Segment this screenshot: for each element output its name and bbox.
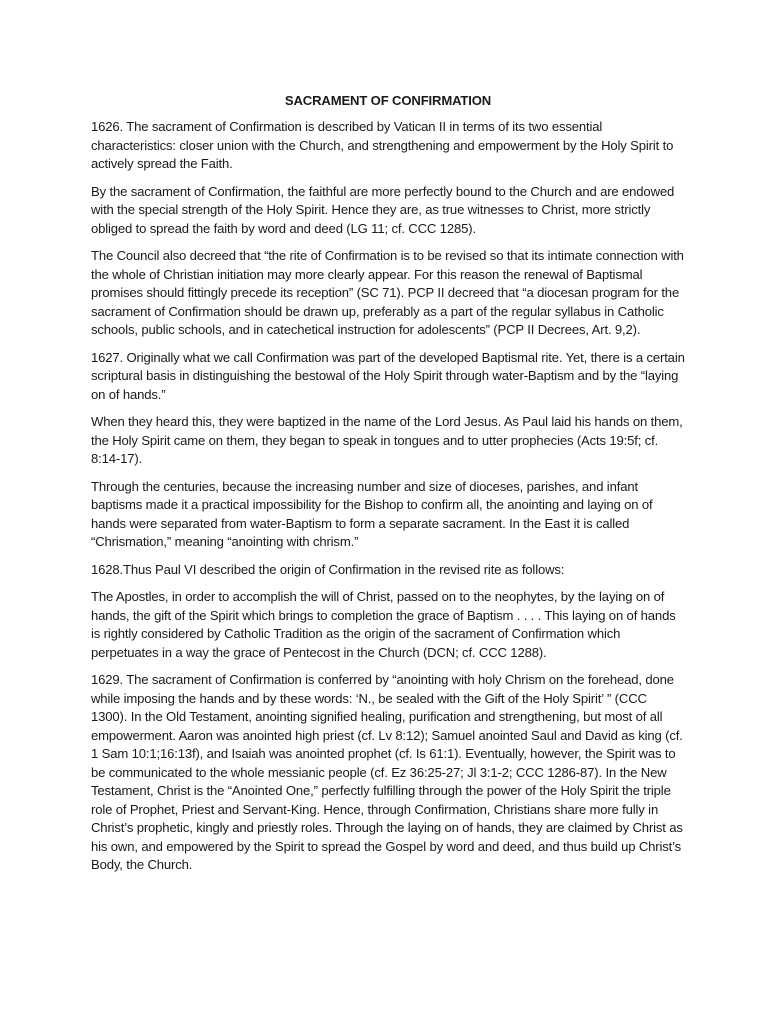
paragraph-1627-origin: 1627. Originally what we call Confirmation was part of the developed Baptismal rite. Yet, there is a certain scriptural basis in distinguishing the bestowal of the Holy Spirit through water-Baptism and by the “laying on of hands.” [91, 349, 685, 402]
paragraph-1628-paul-vi: 1628.Thus Paul VI described the origin of Confirmation in the revised rite as follows: [91, 561, 565, 577]
paragraph-1627-acts-quote: When they heard this, they were baptized in the name of the Lord Jesus. As Paul laid his hands on them, the Holy Spirit came on them, they began to speak in tongues and to utter prophecies (Acts 19:5f; cf. 8:14-17). [91, 414, 683, 466]
paragraph-1626-bound-to-church: By the sacrament of Confirmation, the faithful are more perfectly bound to the Church and are endowed with the special strength of the Holy Spirit. Hence they are, as true witnesses to Christ, more strictly obliged to spread the faith by word and deed (LG 11; cf. CCC 1285). [91, 183, 675, 236]
document-title: SACRAMENT OF CONFIRMATION [284, 93, 492, 108]
paragraph-1626-intro: 1626. The sacrament of Confirmation is described by Vatican II in terms of its two essential characteristics: closer union with the Church, and strengthening and empowerment by the Holy Spirit to actively spread the Faith. [91, 119, 674, 171]
paragraph-1627-chrismation: Through the centuries, because the increasing number and size of dioceses, parishes, and infant baptisms made it a practical impossibility for the Bishop to confirm all, the anointing and laying on of hands were separated from water-Baptism to form a separate sacrament. In the East it is called “Chrismation,” meaning “anointing with chrism.” [91, 478, 653, 549]
paragraph-1628-apostles-quote: The Apostles, in order to accomplish the will of Christ, passed on to the neophytes, by the laying on of hands, the gift of the Spirit which brings to completion the grace of Baptism . . . . This laying on of hands is rightly considered by Catholic Tradition as the origin of the sacrament of Confirmation which perpetuates in a way the grace of Pentecost in the Church (DCN; cf. CCC 1288). [91, 589, 676, 660]
paragraph-1626-council-decree: The Council also decreed that “the rite of Confirmation is to be revised so that its intimate connection with the whole of Christian initiation may more clearly appear. For this reason the renewal of Baptismal promises should fittingly precede its reception” (SC 71). PCP II decreed that “a diocesan program for the sacrament of Confirmation should be drawn up, preferably as a part of the regular syllabus in Catholic schools, public schools, and in catechetical instruction for adolescents” (PCP II Decrees, Art. 9,2). [91, 248, 684, 337]
paragraph-1629-anointing: 1629. The sacrament of Confirmation is conferred by “anointing with holy Chrism on the forehead, done while imposing the hands and by these words: ‘N., be sealed with the Gift of the Holy Spirit’ ” (CCC 1300). In the Old Testament, anointing signified healing, purification and strengthening, but most of all empowerment. Aaron was anointed high priest (cf. Lv 8:12); Samuel anointed Saul and David as king (cf. 1 Sam 10:1;16:13f), and Isaiah was anointed prophet (cf. Is 61:1). Eventually, however, the Spirit was to be communicated to the whole messianic people (cf. Ez 36:25-27; Jl 3:1-2; CCC 1286-87). In the New Testament, Christ is the “Anointed One,” perfectly fulfilling through the power of the Holy Spirit the triple role of Prophet, Priest and Servant-King. Hence, through Confirmation, Christians share more fully in Christ’s prophetic, kingly and priestly roles. Through the laying on of hands, they are claimed by Christ as his own, and empowered by the Spirit to spread the Gospel by word and deed, and thus build up Christ’s Body, the Church. [91, 672, 683, 872]
